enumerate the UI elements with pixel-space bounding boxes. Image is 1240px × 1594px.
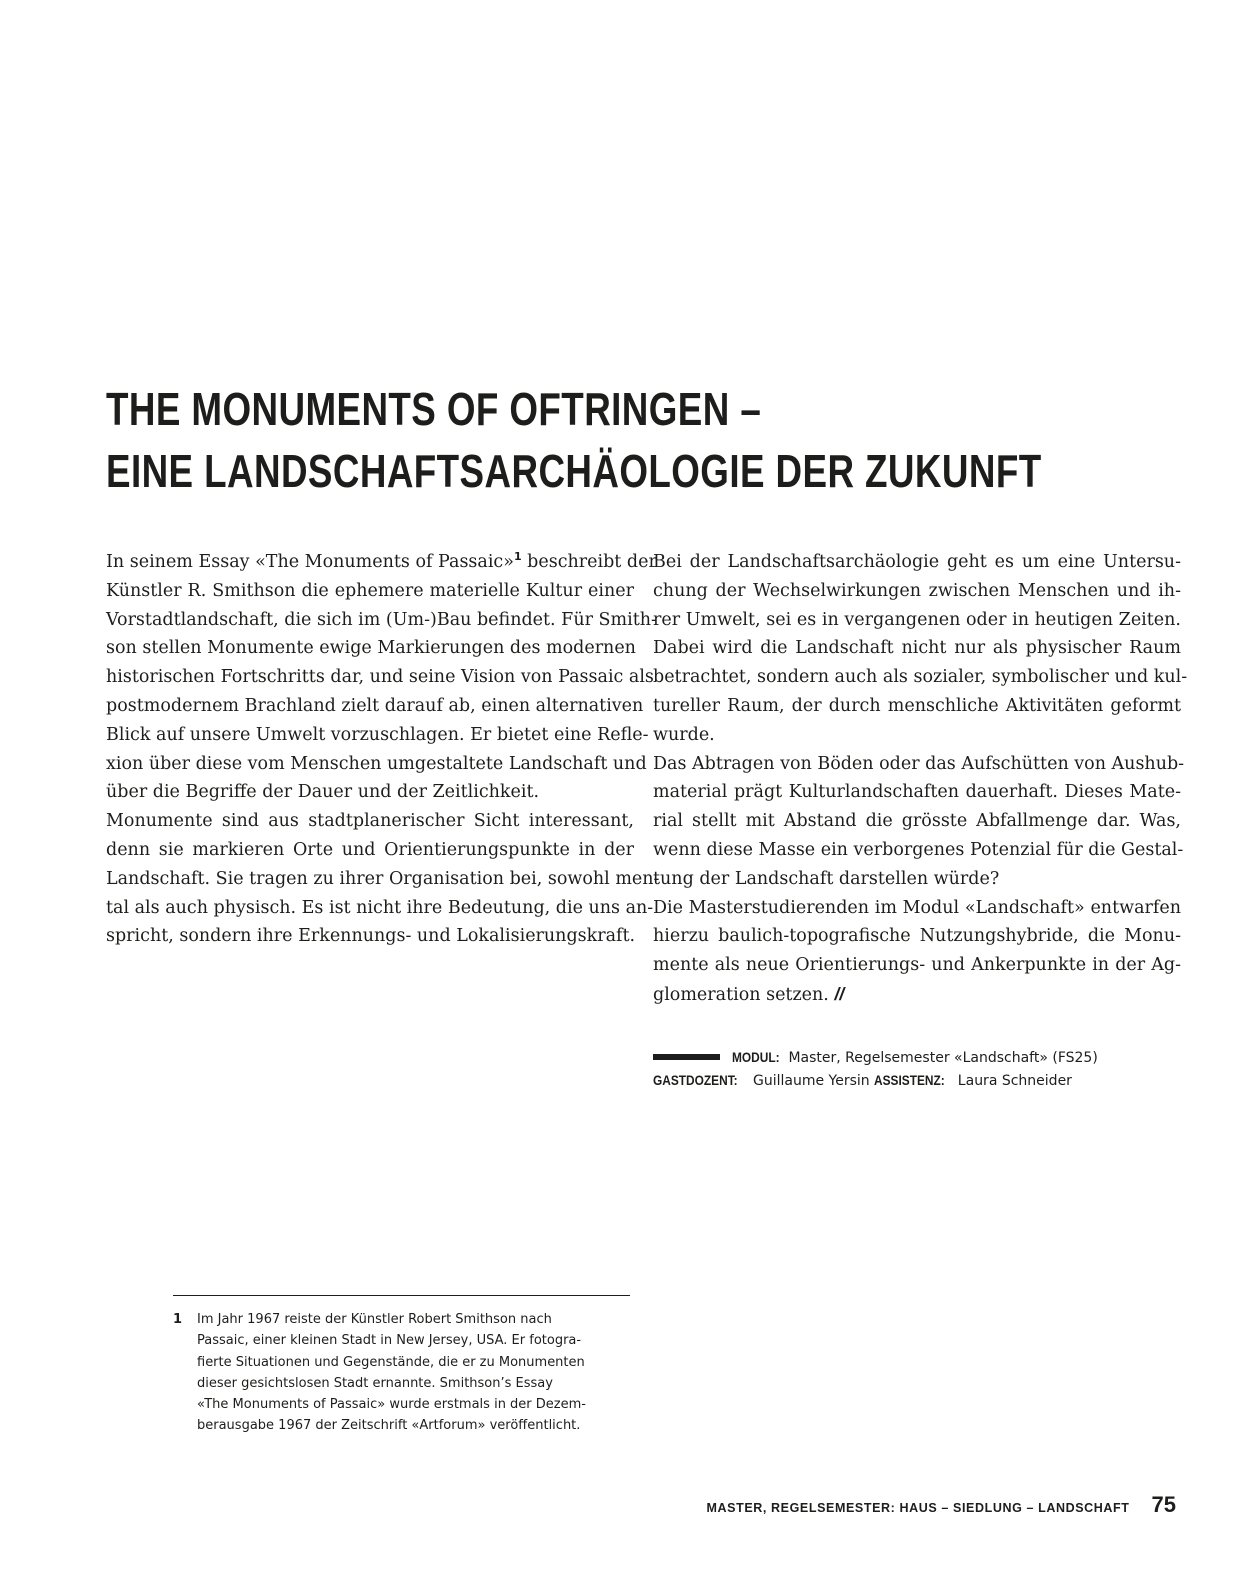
right-line: wenn diese Masse ein verborgenes Potenzial für die Gestal- <box>653 839 1184 860</box>
right-line: wurde. <box>653 724 715 745</box>
end-mark: // <box>834 983 845 1004</box>
gastdozent-value: Guillaume Yersin <box>748 1073 875 1089</box>
left-line-1 <box>106 548 657 577</box>
left-line: Blick auf unsere Umwelt vorzuschlagen. Er bietet eine Refle- <box>106 724 649 745</box>
right-line: rial stellt mit Abstand die grösste Abfallmenge dar. Was, <box>653 811 1181 832</box>
left-line: xion über diese vom Menschen umgestaltete Landschaft und <box>106 753 647 774</box>
assistenz-value: Laura Schneider <box>953 1073 1072 1089</box>
right-line-last <box>653 980 1181 1009</box>
left-line: tal als auch physisch. Es ist nicht ihre Bedeutung, die uns an- <box>106 897 654 918</box>
left-line: Künstler R. Smithson die ephemere materielle Kultur einer <box>106 580 634 601</box>
left-line: Landschaft. Sie tragen zu ihrer Organisation bei, sowohl men- <box>106 868 660 889</box>
title-line-2: EINE LANDSCHAFTSARCHÄOLOGIE DER ZUKUNFT <box>106 445 1042 497</box>
left-line: historischen Fortschritts dar, und seine Vision von Passaic als <box>106 667 654 688</box>
footnote-number: 1 <box>173 1312 183 1327</box>
left-line: denn sie markieren Orte und Orientierungspunkte in der <box>106 839 634 860</box>
footnote-line: berausgabe 1967 der Zeitschrift «Artforum» veröffentlicht. <box>197 1418 581 1434</box>
footnote-line: Passaic, einer kleinen Stadt in New Jersey, USA. Er fotogra- <box>197 1333 582 1349</box>
left-line: Monumente sind aus stadtplanerischer Sicht interessant, <box>106 811 634 832</box>
right-last-text: glomeration setzen. <box>653 984 829 1005</box>
footnote-text <box>197 1309 617 1437</box>
left-line: Vorstadtlandschaft, die sich im (Um-)Bau befindet. Für Smith- <box>106 609 657 630</box>
page-title <box>106 378 1042 502</box>
modul-value: Master, Regelsemester «Landschaft» (FS25) <box>784 1050 1098 1066</box>
right-line: Das Abtragen von Böden oder das Aufschütten von Aushub- <box>653 753 1185 774</box>
gastdozent-label: GASTDOZENT: <box>653 1072 738 1088</box>
footnote-reference[interactable]: 1 <box>513 550 522 564</box>
credits-row-modul <box>653 1046 1098 1069</box>
page-footer <box>707 1492 1176 1526</box>
credit-bar-mark <box>653 1054 720 1060</box>
title-line-1: THE MONUMENTS OF OFTRINGEN – <box>106 383 762 435</box>
right-line: Bei der Landschaftsarchäologie geht es um eine Untersu- <box>653 552 1181 572</box>
right-line: material prägt Kulturlandschaften dauerhaft. Dieses Mate- <box>653 782 1181 803</box>
right-line: Die Masterstudierenden im Modul «Landschaft» entwarfen <box>653 897 1181 918</box>
right-line: hierzu baulich-topografische Nutzungshybride, die Monu- <box>653 926 1181 947</box>
left-line-1-rest: beschreibt der <box>521 552 657 572</box>
left-line: son stellen Monumente ewige Markierungen des modernen <box>106 638 636 659</box>
right-line: tung der Landschaft darstellen würde? <box>653 868 1000 889</box>
left-line: über die Begriffe der Dauer und der Zeitlichkeit. <box>106 782 540 803</box>
right-line: chung der Wechselwirkungen zwischen Menschen und ih- <box>653 580 1181 601</box>
left-line: spricht, sondern ihre Erkennungs- und Lokalisierungskraft. <box>106 926 636 947</box>
right-line: mente als neue Orientierungs- und Ankerpunkte in der Ag- <box>653 955 1181 976</box>
credits-row-staff <box>653 1069 1098 1092</box>
right-line: tureller Raum, der durch menschliche Aktivitäten geformt <box>653 695 1181 716</box>
right-line: Dabei wird die Landschaft nicht nur als physischer Raum <box>653 638 1181 659</box>
right-line: rer Umwelt, sei es in vergangenen oder in heutigen Zeiten. <box>653 609 1181 630</box>
left-line: postmodernem Brachland zielt darauf ab, einen alternativen <box>106 695 644 716</box>
page-number: 75 <box>1151 1492 1176 1517</box>
footnote-divider <box>173 1295 630 1296</box>
project-credits <box>653 1046 1098 1092</box>
assistenz-label: ASSISTENZ: <box>874 1072 945 1088</box>
right-line: betrachtet, sondern auch als sozialer, symbolischer und kul- <box>653 667 1188 688</box>
right-text-column <box>653 548 1188 1009</box>
modul-label: MODUL: <box>732 1049 780 1065</box>
left-line-1-text: In seinem Essay «The Monuments of Passaic» <box>106 552 514 572</box>
running-head: MASTER, REGELSEMESTER: HAUS – SIEDLUNG – LANDSCHAFT <box>706 1501 1130 1515</box>
footnote-line: dieser gesichtslosen Stadt ernannte. Smithson’s Essay <box>197 1375 553 1391</box>
footnote-line: Im Jahr 1967 reiste der Künstler Robert Smithson nach <box>197 1312 552 1327</box>
left-text-column <box>106 548 660 951</box>
footnote-line: «The Monuments of Passaic» wurde erstmals in der Dezem- <box>197 1397 586 1413</box>
footnote-line: fierte Situationen und Gegenstände, die er zu Monumenten <box>197 1354 585 1370</box>
